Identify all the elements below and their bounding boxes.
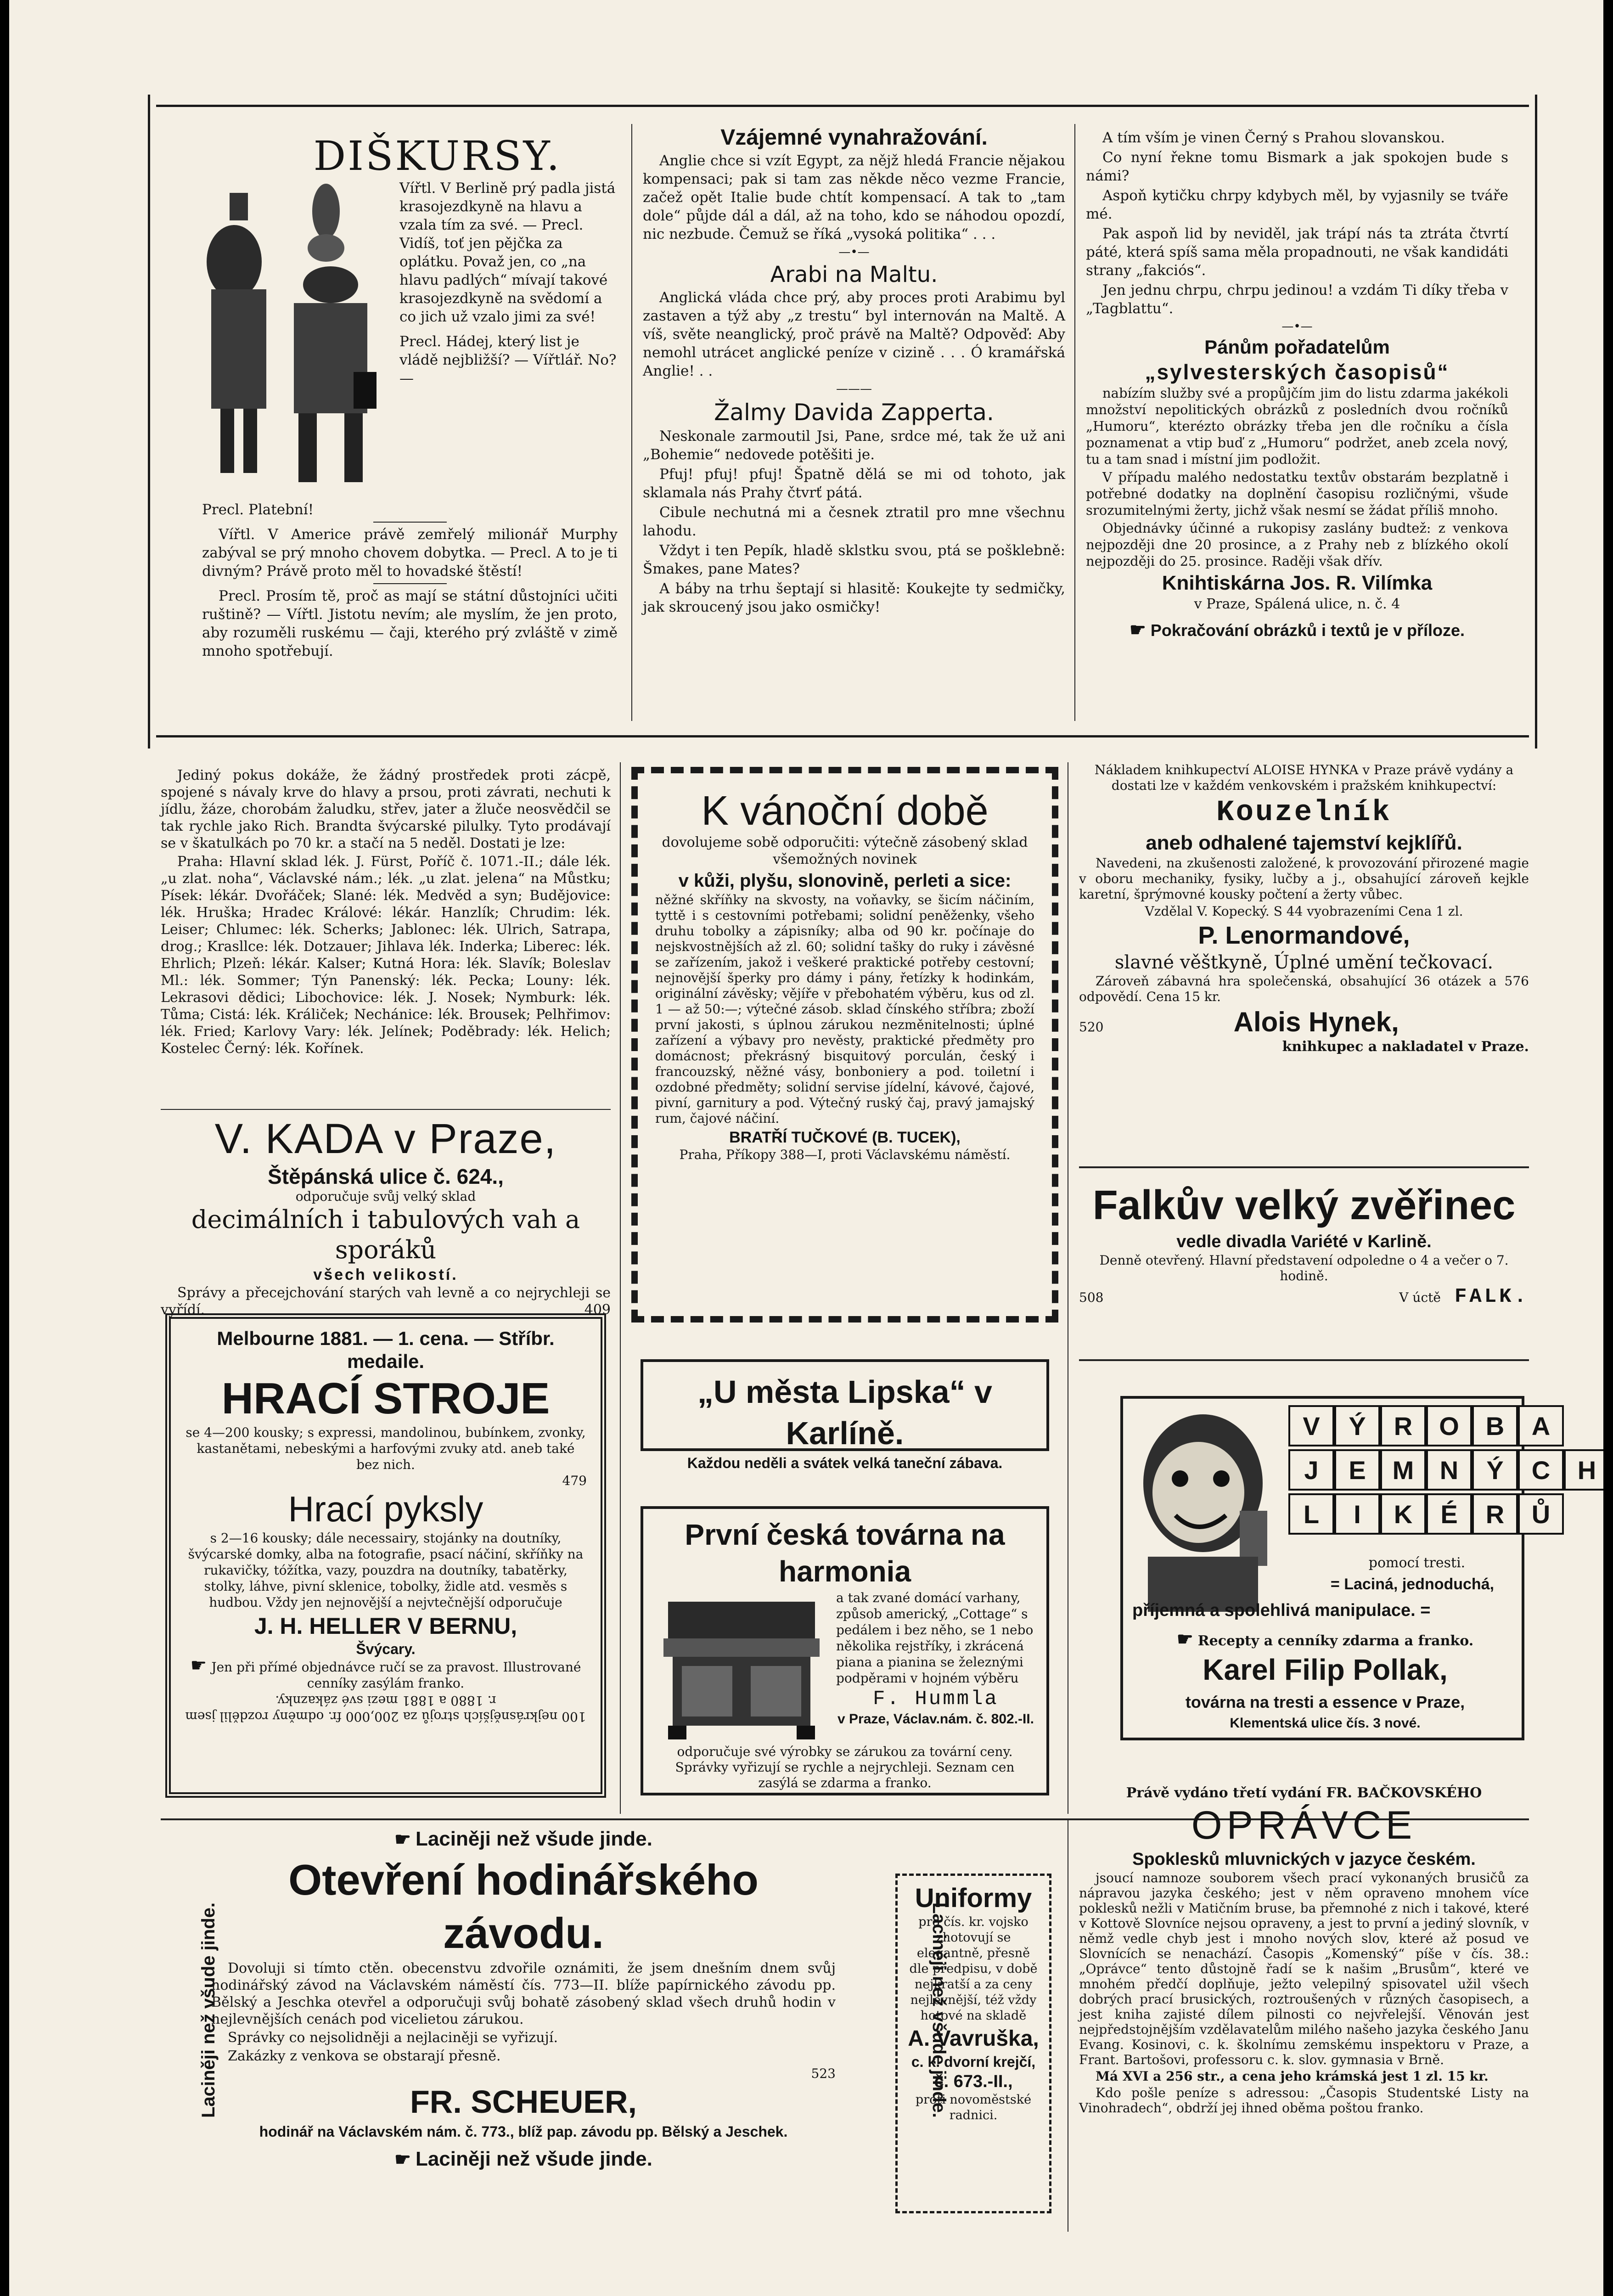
hynek-number: 520	[1079, 1019, 1104, 1035]
letter-box: H	[1564, 1449, 1603, 1491]
harmonia-firm: F. Hummla	[873, 1688, 999, 1711]
diskursy-column	[202, 133, 618, 662]
pollak-factory: továrna na tresti a essence v Praze,	[1185, 1693, 1465, 1711]
scheuer-text3: Zakázky z venkova se obstarají přesně.	[228, 2048, 501, 2064]
zalmy-title: Žalmy Davida Zapperta.	[714, 399, 994, 426]
right-p1: A tím vším je vinen Černý s Prahou slovanskou.	[1102, 129, 1445, 146]
heller-flipped: 100 nejkrásnějších strojů za 200,000 fr. odměny rozdělil jsem r. 1880 a 1881 mezi své zákaznky.	[185, 1693, 586, 1724]
panum-p3: Objednávky účinné a rukopisy zaslány budtež: z venkova nejpozději dne 20 prosince, a z Prahy neb z blízkého okolí nejpozději do 25. prosince. Raději však dřív.	[1086, 520, 1508, 569]
falk-sign-pre: V úctě	[1399, 1290, 1441, 1305]
diskursy-p2: Precl. Hádej, který list je vládě nejbližší? — Vířtlář. No? —	[399, 333, 617, 387]
opravce-text: jsoucí namnoze souborem všech prací vykonaných brusičů za nápravou jazyka českého; jest v něm opraveno mnohem více poklesků nežli v Matičním bruse, ba přemnohé z nich i takové, které v Kottově Slovníce nejsou opraveny, a jest to první a jediný slovník, v němž vedle chyb jest i mnoho nových slov, které až posud ve Slovnících se nenachází. Časopis „Komenský“ píše v čís. 38.: „Oprávce“ tento důstojně řadí se k našim „Brusům“, které ve mnohém předčí doplňuje, ježto velepilný spisovatel užil všech dobrých prací brusických, roztroušených v různých časopisech, a jest kniha zajisté dílem pilnosti co nejvřelejší. Věnován jest nejpředstojnějším vzdělavatelům milého našeho jazyka českého Janu Evang. Kosinovi, c. k. školnímu zemskému inspektoru v Praze, a Frant. Bartošovi, professoru c. k. slov. gymnasia v Brně.	[1079, 1870, 1529, 2067]
scheuer-side-right: Laciněji než všude jinde.	[929, 1902, 950, 2118]
rule-after-brandt	[161, 1109, 611, 1110]
scheuer-number: 523	[811, 2066, 836, 2081]
falk-title: Falkův velký zvěřinec	[1092, 1182, 1516, 1228]
letter-box: A	[1518, 1405, 1564, 1446]
pollak-row-2	[1288, 1449, 1603, 1491]
letter-box: V	[1288, 1405, 1334, 1446]
top-frame-left-corner	[148, 95, 169, 748]
heller-note	[185, 1655, 587, 1691]
falk-sub: vedle divadla Variété v Karlině.	[1176, 1232, 1432, 1251]
diskursy-p3: Precl. Platební!	[202, 501, 314, 518]
hynek-t2: P. Lenormandové,	[1198, 922, 1410, 949]
hynek-p2: Zároveň zábavná hra společenská, obsahující 36 otázek a 576 odpovědí. Cena 15 kr.	[1079, 974, 1529, 1004]
uniform-near: proti novoměstské radnici.	[915, 2093, 1032, 2122]
rule-after-hynek	[1079, 1166, 1529, 1168]
panum-title: Pánům pořadatelům	[1204, 336, 1390, 358]
middle-column	[643, 124, 1065, 618]
panum-sub: „sylvesterských časopisů“	[1145, 360, 1450, 384]
letter-box: L	[1288, 1493, 1334, 1535]
right-p3: Aspoň kytičku chrpy kdybych měl, by vyjasnily se tváře mé.	[1086, 187, 1508, 222]
separator-2: ———	[836, 382, 872, 396]
zalmy-p2: Pfuj! pfuj! pfuj! Špatně dělá se mi od tohoto, jak sklamala nás Prahy čtvrť pátá.	[643, 466, 1065, 501]
brandt-text: Jediný pokus dokáže, že žádný prostředek proti zácpě, spojené s návaly krve do hlavy a prsou, proti závrati, nechuti k jídlu, žáze, chorobám žaludku, střev, jater a žluče neosvědčil se tak rychle jako Rich. Brandta švýcarské pilulky. Tyto prodávají se v škatulkách po 70 kr. a stačí na 5 neděl. Dostati je lze:	[161, 767, 611, 851]
uniform-ad	[895, 1874, 1051, 2213]
harmonia-title: První česká továrna na harmonia	[685, 1518, 1005, 1588]
scheuer-text: Dovoluji si tímto ctěn. obecenstvu zdvořile oznámiti, že jsem dnešním dnem svůj hodinářský závod na Václavském náměstí čís. 773—II. blíže papírnického závodu pp. Bělský a Jeschka otevřel a odporučuji svůj bohatě zásobený sklad všech druhů hodin v nejlevnějších cenách pod vicelietou zárukou.	[211, 1960, 836, 2027]
tucek-intro: dovolujeme sobě odporučiti: výtečně zásobený sklad všemožných novinek	[662, 834, 1028, 867]
panum-p2: V případu malého nedostatku textův obstarám bezplatně i potřebné dodatky na doplnění časopisu rozličnými, všude srozumitelnými žerty, jichž však nesmí se žádat příliš mnoho.	[1086, 469, 1508, 518]
arabi-text: Anglická vláda chce prý, aby proces proti Arabimu byl zastaven a týž aby „z trestu“ byl internován na Maltě. A víš, světe neanglický, proč právě na Maltě? Odpověď: Aby nemohl utrácet anglické peníze v cizině . . . Ó kramářská Anglie! . .	[643, 289, 1065, 379]
scheuer-bottom	[211, 2145, 836, 2173]
pollak-help: pomocí tresti.	[1368, 1555, 1466, 1571]
pollak-recipes-text: Recepty a cenníky zdarma a franko.	[1197, 1633, 1474, 1649]
man-with-glass-illustration	[1130, 1405, 1281, 1616]
vilimek-address: v Praze, Spálená ulice, n. č. 4	[1194, 596, 1400, 612]
opravce-order: Kdo pošle peníze s adressou: „Časopis Studentské Listy na Vinohradech“, obdrží jej ihned oběma poštou franko.	[1079, 2085, 1529, 2116]
heller-country: Švýcary.	[356, 1641, 416, 1657]
opravce-sub: Spoklesků mluvnických v jazyce českém.	[1132, 1850, 1476, 1869]
opravce-price: Má XVI a 256 str., a cena jeho krámská jest 1 zl. 15 kr.	[1096, 2069, 1489, 2084]
divider-col2	[1074, 124, 1075, 721]
kada-note-text: Správy a přecejchování starých vah levně a co nejrychleji se vyřídí.	[161, 1285, 611, 1318]
letter-box: R	[1380, 1405, 1426, 1446]
kada-all: všech velikostí.	[313, 1266, 458, 1283]
zalmy-p4: Vždyt i ten Pepík, hladě sklstku svou, ptá se pošklebně: Šmakes, pane Mates?	[643, 542, 1065, 577]
pollak-letter-grid	[1261, 1405, 1603, 1535]
pollak-street: Klementská ulice čís. 3 nové.	[1230, 1716, 1421, 1731]
tucek-title: K vánoční době	[701, 788, 989, 834]
pollak-ad	[1120, 1396, 1596, 1740]
uniform-text: pro čís. kr. vojsko zhotovují se elegantně, přesně dle předpisu, v době nejkratší a za ceny nejlevnější, též vždy hotové na skladě	[909, 1915, 1038, 2023]
divider-bottom-1	[620, 762, 621, 1814]
tucek-address: Praha, Příkopy 388—I, proti Václavskému náměstí.	[679, 1147, 1011, 1162]
letter-box: I	[1334, 1493, 1380, 1535]
vilimek-sign: Knihtiskárna Jos. R. Vilímka	[1162, 572, 1433, 594]
right-p2: Co nyní řekne tomu Bismark a jak spokojen bude s námi?	[1086, 149, 1508, 184]
separator-1: —•—	[838, 245, 870, 259]
pointing-hand-icon: ☛	[1129, 620, 1146, 640]
arabi-title: Arabi na Maltu.	[770, 262, 938, 287]
continuation-note	[1086, 619, 1508, 642]
top-frame-right-corner	[1516, 95, 1537, 748]
scheuer-title: Otevření hodinářského závodu.	[288, 1856, 759, 1957]
kada-number: 409	[584, 1302, 611, 1318]
tucek-sub: v kůži, plyšu, slonovině, perleti a sice:	[678, 871, 1012, 891]
letter-box: Ů	[1518, 1493, 1564, 1535]
letter-box: O	[1426, 1405, 1472, 1446]
right-p4: Pak aspoň lid by neviděl, jak trápí nás ta ztráta čtvrtí páté, která spíš sama měla propadnouti, ne však kandidáti strany „fakciós“.	[1086, 225, 1508, 279]
lipska-title: „U města Lipska“ v Karlíně.	[697, 1374, 992, 1451]
harmonia-body: a tak zvané domácí varhany, způsob americký, „Cottage“ s pedálem i bez něho, se 1 nebo několika rejstříky, i zkrácená piana a pianina se železnými podpěrami v hojném výběru	[836, 1590, 1034, 1686]
scheuer-bottom-text: Laciněji než všude jinde.	[415, 2148, 652, 2170]
scheuer-ad	[161, 1825, 950, 2229]
kada-big: decimálních i tabulových vah a sporáků	[191, 1205, 580, 1264]
hynek-line1: Nákladem knihkupectví ALOISE HYNKA v Praze právě vydány a dostati lze v každém venkovském i pražském knihkupectví:	[1094, 762, 1514, 793]
letter-box: Ý	[1334, 1405, 1380, 1446]
scheuer-side-left: Laciněji než všude jinde.	[198, 1902, 219, 2118]
hynek-title: Kouzelník	[1216, 796, 1392, 829]
caricature-illustration	[202, 179, 390, 501]
heller-note-text: Jen při přímé objednávce ručí se za pravost. Illustrované cenníky zasýlám franko.	[211, 1660, 581, 1691]
pollak-cheap: = Laciná, jednoduchá,	[1330, 1576, 1495, 1593]
scheuer-top	[161, 1825, 886, 1853]
pollak-recipes	[1132, 1628, 1518, 1650]
heller-desc2: s 2—16 kousky; dále necessairy, stojánky na doutníky, švýcarské domky, alba na fotografie, psací náčiní, skříňky na rukavičky, tóžítka, vazy, pouzdra na doutníky, tabatěrky, stolky, láhve, pivní sklenice, tobolky, židle atd. vesměs s hudbou. Vždy jen nejnovější a nejvtečnější odporučuje	[188, 1531, 584, 1610]
harmonium-illustration	[654, 1593, 829, 1744]
pollak-name: Karel Filip Pollak,	[1203, 1653, 1448, 1686]
brandt-list: Praha: Hlavní sklad lék. J. Fürst, Poříč č. 1071.-II.; dále lék. „u zlat. noha“, Václavské nám.; lék. „u zlat. jelena“ na Můstku; Písek: lékár. Dvořáček; Slané: lék. Medvěd a syn; Budějovice: lék. Hruška; Hradec Králové: lékár. Hanzlík; Chrudim: lék. Leiser; Chlumec: lék. Scherks; Jablonec: lék. Ulrich, Satrapa, drog.; Krasllce: lék. Dotzauer; Jihlava lék. Inderka; Liberec: lék. Ehrlich; Plzeň: lékár. Kalser; Kutná Hora: lék. Slavík; Boleslav Ml.: lék. Sommer; Týn Panenský: lék. Pecka; Louny: lék. Lekrasovi dědici; Libochovice: lék. J. Nosek; Nymburk: lék. Tůma; Cistá: lék. Králiček; Nechánice: lék. Brousek; Pelhřimov: lék. Fried; Karlovy Vary: lék. Jelínek; Poděbrady: lék. Helich; Kostelec Černý: lék. Kořínek.	[161, 854, 611, 1057]
kada-title: V. KADA v Praze,	[214, 1115, 557, 1162]
uniform-title: Uniformy	[915, 1883, 1032, 1913]
heller-firm: J. H. HELLER V BERNU,	[254, 1613, 517, 1639]
heller-title: HRACÍ STROJE	[221, 1374, 550, 1423]
diskursy-p4: Vířtl. V Americe právě zemřelý milionář Murphy zabýval se prý mnoho chovem dobytka. — Precl. A to je ti divným? Právě proto měl to hovadské štěstí!	[202, 526, 618, 580]
panum-p1: nabízím služby své a propůjčím jim do listu zdarma jakékoli množství nepolitických obrázků z posledních dvou ročníků „Humoru“, kterézto obrázky třeba jen dle ročníku a čísla poznamenat a vtip buď z „Humoru“ podržet, aneb zcela nový, tu a tam snad i místní jim podložit.	[1086, 385, 1508, 467]
diskursy-title: DIŠKURSY.	[313, 132, 562, 180]
scheuer-address: hodinář na Václavském nám. č. 773., blíž pap. závodu pp. Bělský a Jeschek.	[259, 2123, 788, 2140]
heller-ad	[165, 1313, 606, 1798]
lipska-ad	[641, 1359, 1049, 1471]
hynek-sub: aneb odhalené tajemství kejklířů.	[1146, 832, 1462, 854]
pointing-hand-icon: ☛	[394, 2150, 411, 2170]
separator-3: —•—	[1281, 320, 1313, 333]
diskursy-intro: Vířtl. V Berlině prý padla jistá krasojezdkyně na hlavu a vzala tím za své. — Precl. Vidíš, toť jen pějčka za oplátku. Považ jen, co „na hlavu padlých“ mívají takové krasojezdkyně na svědomí a co jich už vzalo jimi za své!	[399, 180, 616, 325]
heller-desc: se 4—200 kousky; s expressi, mandolinou, bubínkem, zvonky, kastanětami, nebeskými a harfovými zvuky atd. aneb také bez nich.	[185, 1425, 586, 1472]
falk-number: 508	[1079, 1290, 1104, 1305]
falk-sign: FALK.	[1454, 1285, 1529, 1308]
hynek-s2: slavné věštkyně, Úplné umění tečkovací.	[1114, 952, 1494, 973]
falk-text: Denně otevřený. Hlavní představení odpoledne o 4 a večer o 7. hodině.	[1099, 1253, 1509, 1283]
tucek-ad	[631, 767, 1058, 1322]
continuation-text: Pokračování obrázků i textů je v příloze.	[1150, 621, 1465, 640]
pointing-hand-icon: ☛	[190, 1655, 207, 1676]
hynek-pubsub: knihkupec a nakladatel v Praze.	[1282, 1039, 1529, 1055]
diskursy-p5: Precl. Prosím tě, proč as mají se státní důstojníci učiti ruštině? — Vířtl. Jistotu nevím; ale myslím, že jen proto, aby rozuměli ruskému — čaji, kterého prý zvláště v zimě mnoho spotřebují.	[202, 588, 618, 659]
tucek-body: něžné skříňky na skvosty, na voňavky, se šicím náčiním, tyttě i s cestovními potřebami; solidní peněženky, všeho druhu tobolky a zápisníky; alba od 90 kr. počínaje do nejskvostnějších až zl. 60; solidní tašky do ruky i závěsné se zařízením, jakož i veškeré praktické potřeby cestovní; nejnovější šperky pro dámy i pány, řetízky k hodinkám, originální závěsky; vějíře v přebohatém výběru, kus od zl. 1 — až 50:—; výtečné zásob. sklad čínského stříbra; zboží první jakosti, s úplnou zárukou nezměnitelnosti; úplné zařízení a výbavy pro nevěsty, praktické předměty pro domácnost; překrásný bisquitový porculán, český i francouzský, něžné vásy, bonboniery a pod. toiletní i ozdobné předměty; solidní servise jídelní, kávové, čajové, pivní, garnitury a pod. Výtečný ruský čaj, pravý jamajský rum, čajové náčiní.	[655, 892, 1034, 1126]
vzajemne-title: Vzájemné vynahražování.	[720, 125, 988, 150]
uniform-addr: c. k. dvorní krejčí,	[911, 2054, 1036, 2070]
tucek-firm: BRATŘÍ TUČKOVÉ (B. TUCEK),	[729, 1129, 961, 1146]
lipska-sub: Každou neděli a svátek velká taneční zábava.	[687, 1455, 1003, 1471]
harmonia-address: v Praze, Václav.nám. č. 802.-II.	[837, 1711, 1034, 1727]
opravce-title: OPRÁVCE	[1191, 1803, 1417, 1847]
right-column	[1086, 129, 1508, 642]
scheuer-top-text: Laciněji než všude jinde.	[415, 1828, 652, 1850]
letter-box: B	[1472, 1405, 1518, 1446]
brandt-ad	[161, 767, 611, 1058]
heller-line1: Melbourne 1881. — 1. cena. — Stříbr. medaile.	[217, 1328, 555, 1372]
hynek-publisher: Alois Hynek,	[1233, 1007, 1399, 1037]
letter-box: M	[1380, 1449, 1426, 1491]
zalmy-p5: A báby na trhu šeptají si hlasitě: Koukejte ty sedmičky, jak skroucený jsou jako osmičky!	[643, 580, 1065, 615]
letter-box: É	[1426, 1493, 1472, 1535]
pointing-hand-icon: ☛	[1176, 1628, 1193, 1650]
letter-box: R	[1472, 1493, 1518, 1535]
kada-sub: odporučuje svůj velký sklad	[295, 1189, 476, 1204]
hynek-ad	[1079, 762, 1529, 1056]
kada-ad	[161, 1114, 611, 1320]
hynek-price: Vzdělal V. Kopecký. S 44 vyobrazeními Cena 1 zl.	[1145, 904, 1463, 919]
harmonia-ad	[641, 1506, 1049, 1795]
divider-col1	[631, 124, 632, 721]
letter-box: J	[1288, 1449, 1334, 1491]
zalmy-p1: Neskonale zarmoutil Jsi, Pane, srdce mé, tak že už ani „Bohemie“ nedovede potěšiti je.	[643, 428, 1065, 463]
heller-number: 479	[562, 1473, 587, 1488]
letter-box: E	[1334, 1449, 1380, 1491]
right-p5: Jen jednu chrpu, chrpu jedinou! a vzdám Ti díky třeba v „Tagblattu“.	[1086, 282, 1508, 317]
uniform-name: A. Vavruška,	[908, 2026, 1039, 2051]
kada-address: Štěpánská ulice č. 624.,	[268, 1165, 504, 1188]
uniform-num: č. 673.-II.,	[934, 2072, 1013, 2091]
heller-title2: Hrací pyksly	[288, 1489, 483, 1529]
harmonia-note: odporučuje své výrobky se zárukou za tovární ceny. Správky vyřizují se rychle a nejrychleji. Seznam cen zasýlá se zdarma a franko.	[675, 1744, 1015, 1790]
pollak-easy: příjemná a spolehlivá manipulace. =	[1132, 1601, 1431, 1620]
scheuer-name: FR. SCHEUER,	[410, 2084, 637, 2120]
hynek-p: Navedeni, na zkušenosti založené, k provozování přirozené magie v oboru mechaniky, fysiky, lučby a j., obsahující zároveň kejkle karetní, šprýmovné kousky počtení a žerty vůbec.	[1079, 855, 1529, 902]
pointing-hand-icon: ☛	[394, 1829, 411, 1850]
zalmy-p3: Cibule nechutná mi a česnek ztratil pro mne všechnu lahodu.	[643, 504, 1065, 539]
pollak-row-1	[1288, 1405, 1603, 1446]
rule-after-falk	[1079, 1359, 1529, 1361]
falk-ad	[1079, 1180, 1529, 1308]
pollak-row-3	[1288, 1493, 1603, 1535]
letter-box: Ý	[1472, 1449, 1518, 1491]
newspaper-page	[9, 0, 1603, 2296]
vzajemne-text: Anglie chce si vzít Egypt, za nějž hledá Francie nějakou kompensaci; pak si tam zas někde něco vezme Francie, začež opět Italie bude chtít kompensací. A tak to „tam dole“ půjde dál a dál, až na toho, kdo se náhodou opozdí, nic nezbude. Čemuž se říká „vysoká politika“ . . .	[643, 152, 1065, 242]
letter-box: K	[1380, 1493, 1426, 1535]
letter-box: C	[1518, 1449, 1564, 1491]
scheuer-text2: Správky co nejsolidněji a nejlaciněji se vyřizují.	[228, 2030, 558, 2046]
opravce-line1: Právě vydáno třetí vydání FR. BAČKOVSKÉHO	[1126, 1785, 1482, 1801]
opravce-ad	[1079, 1784, 1529, 2117]
letter-box: N	[1426, 1449, 1472, 1491]
